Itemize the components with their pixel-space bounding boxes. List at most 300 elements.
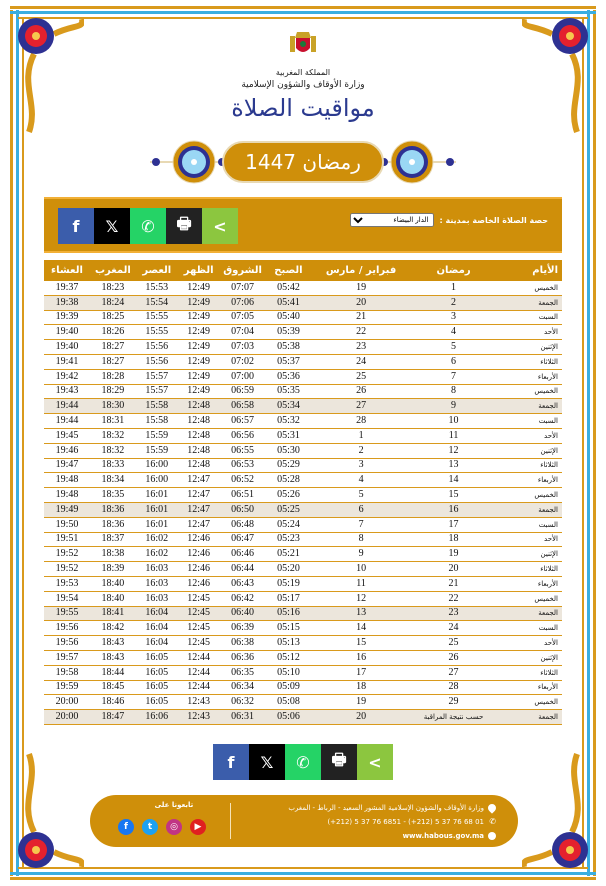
table-row	[44, 369, 562, 384]
cell-isha: 19:55	[44, 606, 90, 621]
cell-day: الخميس	[496, 384, 562, 399]
cell-shuruq: 06:44	[220, 562, 266, 577]
cell-asr: 16:00	[136, 473, 178, 488]
cell-fajr: 05:38	[266, 340, 312, 355]
cell-gregorian-day: 21	[311, 310, 410, 325]
table-row	[44, 295, 562, 310]
cell-ramadan-day: 2	[411, 295, 497, 310]
cell-shuruq: 06:38	[220, 636, 266, 651]
x-share-button[interactable]	[249, 744, 285, 780]
cell-isha: 19:38	[44, 295, 90, 310]
website-link[interactable]: www.habous.gov.ma	[402, 832, 484, 840]
cell-dhuhr: 12:47	[178, 502, 220, 517]
cell-maghrib: 18:28	[90, 369, 136, 384]
cell-day: الجمعة	[496, 710, 562, 725]
cell-shuruq: 06:52	[220, 473, 266, 488]
cell-isha: 19:41	[44, 354, 90, 369]
cell-ramadan-day: حسب نتيجة المراقبة	[411, 710, 497, 725]
cell-day: الجمعة	[496, 295, 562, 310]
rosette-icon	[172, 140, 216, 184]
cell-isha: 19:57	[44, 650, 90, 665]
table-row	[44, 636, 562, 651]
cell-asr: 15:56	[136, 340, 178, 355]
city-select[interactable]	[350, 213, 434, 227]
cell-ramadan-day: 15	[411, 488, 497, 503]
cell-gregorian-day: 18	[311, 680, 410, 695]
cell-ramadan-day: 29	[411, 695, 497, 710]
table-row	[44, 325, 562, 340]
table-row	[44, 650, 562, 665]
cell-maghrib: 18:35	[90, 488, 136, 503]
table-row	[44, 710, 562, 725]
header-maghrib: المغرب	[90, 260, 136, 281]
cell-asr: 16:01	[136, 488, 178, 503]
share-button[interactable]	[357, 744, 393, 780]
phone-icon: ✆	[489, 817, 496, 826]
cell-asr: 16:03	[136, 576, 178, 591]
cell-day: الأحد	[496, 428, 562, 443]
cell-ramadan-day: 10	[411, 414, 497, 429]
kingdom-label: المملكة المغربية	[275, 68, 331, 77]
cell-isha: 19:42	[44, 369, 90, 384]
table-row	[44, 458, 562, 473]
cell-asr: 16:02	[136, 547, 178, 562]
table-row	[44, 547, 562, 562]
cell-gregorian-day: 17	[311, 665, 410, 680]
cell-isha: 19:46	[44, 443, 90, 458]
cell-fajr: 05:39	[266, 325, 312, 340]
cell-asr: 15:56	[136, 354, 178, 369]
cell-ramadan-day: 12	[411, 443, 497, 458]
cell-dhuhr: 12:43	[178, 710, 220, 725]
cell-day: الخميس	[496, 281, 562, 295]
cell-asr: 15:58	[136, 399, 178, 414]
cell-shuruq: 06:32	[220, 695, 266, 710]
cell-fajr: 05:15	[266, 621, 312, 636]
cell-gregorian-day: 6	[311, 502, 410, 517]
instagram-link[interactable]	[166, 819, 182, 835]
cell-gregorian-day: 3	[311, 458, 410, 473]
cell-dhuhr: 12:44	[178, 650, 220, 665]
share-buttons-top	[58, 208, 238, 244]
cell-shuruq: 06:47	[220, 532, 266, 547]
cell-ramadan-day: 21	[411, 576, 497, 591]
page-title: مواقيت الصلاة	[231, 94, 375, 122]
table-row	[44, 281, 562, 295]
cell-asr: 16:05	[136, 650, 178, 665]
cell-gregorian-day: 24	[311, 354, 410, 369]
cell-ramadan-day: 22	[411, 591, 497, 606]
cell-ramadan-day: 14	[411, 473, 497, 488]
cell-dhuhr: 12:48	[178, 399, 220, 414]
cell-isha: 20:00	[44, 710, 90, 725]
cell-fajr: 05:26	[266, 488, 312, 503]
cell-shuruq: 07:07	[220, 281, 266, 295]
cell-ramadan-day: 3	[411, 310, 497, 325]
ministry-name: وزارة الأوقاف والشؤون الإسلامية	[241, 80, 365, 90]
share-icon: <	[213, 216, 227, 236]
youtube-link[interactable]	[190, 819, 206, 835]
table-row	[44, 473, 562, 488]
facebook-share-button[interactable]	[58, 208, 94, 244]
cell-isha: 19:37	[44, 281, 90, 295]
table-row	[44, 354, 562, 369]
cell-dhuhr: 12:47	[178, 517, 220, 532]
prayer-times-table	[44, 260, 562, 725]
cell-asr: 16:00	[136, 458, 178, 473]
cell-gregorian-day: 10	[311, 562, 410, 577]
cell-asr: 16:01	[136, 517, 178, 532]
follow-us-label: تابعونا على	[154, 801, 194, 809]
header-day: الأيام	[496, 260, 562, 281]
cell-gregorian-day: 15	[311, 636, 410, 651]
facebook-share-button[interactable]	[213, 744, 249, 780]
cell-dhuhr: 12:45	[178, 621, 220, 636]
cell-dhuhr: 12:46	[178, 532, 220, 547]
cell-maghrib: 18:40	[90, 591, 136, 606]
cell-day: الأربعاء	[496, 369, 562, 384]
cell-ramadan-day: 16	[411, 502, 497, 517]
cell-gregorian-day: 23	[311, 340, 410, 355]
header-dhuhr: الظهر	[178, 260, 220, 281]
cell-ramadan-day: 5	[411, 340, 497, 355]
cell-maghrib: 18:36	[90, 502, 136, 517]
cell-isha: 19:43	[44, 384, 90, 399]
cell-asr: 16:05	[136, 665, 178, 680]
cell-fajr: 05:17	[266, 591, 312, 606]
cell-dhuhr: 12:49	[178, 354, 220, 369]
x-icon: 𝕏	[260, 752, 274, 772]
cell-maghrib: 18:30	[90, 399, 136, 414]
cell-day: الأربعاء	[496, 473, 562, 488]
facebook-icon: f	[72, 216, 80, 236]
cell-shuruq: 06:57	[220, 414, 266, 429]
cell-ramadan-day: 1	[411, 281, 497, 295]
cell-fajr: 05:41	[266, 295, 312, 310]
cell-dhuhr: 12:49	[178, 281, 220, 295]
cell-maghrib: 18:36	[90, 517, 136, 532]
cell-gregorian-day: 11	[311, 576, 410, 591]
cell-maghrib: 18:33	[90, 458, 136, 473]
cell-isha: 19:56	[44, 636, 90, 651]
address-text: وزارة الأوقاف والشؤون الإسلامية المشور السعيد - الرباط - المغرب	[288, 804, 484, 812]
cell-day: الجمعة	[496, 399, 562, 414]
cell-ramadan-day: 20	[411, 562, 497, 577]
facebook-icon: f	[124, 822, 128, 832]
cell-fajr: 05:40	[266, 310, 312, 325]
cell-ramadan-day: 24	[411, 621, 497, 636]
cell-day: الجمعة	[496, 502, 562, 517]
cell-maghrib: 18:43	[90, 650, 136, 665]
cell-gregorian-day: 27	[311, 399, 410, 414]
cell-isha: 19:39	[44, 310, 90, 325]
cell-ramadan-day: 25	[411, 636, 497, 651]
city-selector	[350, 213, 548, 227]
cell-ramadan-day: 13	[411, 458, 497, 473]
cell-day: السبت	[496, 517, 562, 532]
cell-fajr: 05:25	[266, 502, 312, 517]
cell-asr: 16:05	[136, 695, 178, 710]
cell-asr: 15:59	[136, 428, 178, 443]
cell-isha: 19:56	[44, 621, 90, 636]
cell-isha: 19:51	[44, 532, 90, 547]
cell-shuruq: 07:00	[220, 369, 266, 384]
cell-maghrib: 18:47	[90, 710, 136, 725]
whatsapp-share-button[interactable]	[130, 208, 166, 244]
cell-day: الإثنين	[496, 650, 562, 665]
cell-fajr: 05:35	[266, 384, 312, 399]
cell-dhuhr: 12:49	[178, 310, 220, 325]
location-pin-icon	[486, 802, 497, 813]
table-row	[44, 399, 562, 414]
table-row	[44, 591, 562, 606]
table-row	[44, 562, 562, 577]
table-header-row	[44, 260, 562, 281]
cell-gregorian-day: 19	[311, 695, 410, 710]
cell-shuruq: 07:04	[220, 325, 266, 340]
cell-ramadan-day: 7	[411, 369, 497, 384]
cell-isha: 19:58	[44, 665, 90, 680]
cell-isha: 19:54	[44, 591, 90, 606]
cell-isha: 19:44	[44, 399, 90, 414]
cell-asr: 16:03	[136, 591, 178, 606]
cell-shuruq: 06:34	[220, 680, 266, 695]
cell-isha: 19:49	[44, 502, 90, 517]
cell-fajr: 05:32	[266, 414, 312, 429]
cell-shuruq: 06:51	[220, 488, 266, 503]
share-button[interactable]	[202, 208, 238, 244]
cell-shuruq: 06:40	[220, 606, 266, 621]
cell-isha: 19:52	[44, 562, 90, 577]
cell-dhuhr: 12:46	[178, 562, 220, 577]
table-row	[44, 340, 562, 355]
cell-day: السبت	[496, 621, 562, 636]
ramadan-banner	[150, 140, 456, 184]
cell-maghrib: 18:26	[90, 325, 136, 340]
cell-ramadan-day: 18	[411, 532, 497, 547]
table-row	[44, 310, 562, 325]
cell-asr: 16:01	[136, 502, 178, 517]
cell-day: الثلاثاء	[496, 354, 562, 369]
cell-gregorian-day: 2	[311, 443, 410, 458]
cell-gregorian-day: 16	[311, 650, 410, 665]
header-isha: العشاء	[44, 260, 90, 281]
cell-asr: 16:02	[136, 532, 178, 547]
cell-day: الأربعاء	[496, 680, 562, 695]
cell-day: السبت	[496, 310, 562, 325]
cell-asr: 16:04	[136, 606, 178, 621]
cell-isha: 19:47	[44, 458, 90, 473]
cell-asr: 15:57	[136, 384, 178, 399]
cell-dhuhr: 12:46	[178, 576, 220, 591]
cell-dhuhr: 12:49	[178, 325, 220, 340]
cell-fajr: 05:23	[266, 532, 312, 547]
cell-shuruq: 06:35	[220, 665, 266, 680]
table-row	[44, 621, 562, 636]
ministry-header	[0, 28, 606, 91]
cell-isha: 19:59	[44, 680, 90, 695]
cell-day: الخميس	[496, 695, 562, 710]
footer	[90, 795, 518, 847]
cell-asr: 15:55	[136, 310, 178, 325]
cell-fajr: 05:12	[266, 650, 312, 665]
facebook-link[interactable]	[118, 819, 134, 835]
cell-dhuhr: 12:45	[178, 591, 220, 606]
cell-fajr: 05:36	[266, 369, 312, 384]
social-links	[118, 819, 206, 835]
table-row	[44, 665, 562, 680]
cell-shuruq: 06:56	[220, 428, 266, 443]
cell-fajr: 05:19	[266, 576, 312, 591]
cell-asr: 15:58	[136, 414, 178, 429]
cell-maghrib: 18:27	[90, 340, 136, 355]
header-ramadan: رمضان	[411, 260, 497, 281]
header-shuruq: الشروق	[220, 260, 266, 281]
cell-isha: 19:40	[44, 340, 90, 355]
cell-maghrib: 18:45	[90, 680, 136, 695]
cell-isha: 19:48	[44, 473, 90, 488]
corner-ornament-icon	[14, 752, 84, 872]
cell-dhuhr: 12:46	[178, 547, 220, 562]
cell-dhuhr: 12:48	[178, 458, 220, 473]
cell-shuruq: 07:05	[220, 310, 266, 325]
cell-asr: 15:53	[136, 281, 178, 295]
cell-shuruq: 07:06	[220, 295, 266, 310]
cell-gregorian-day: 14	[311, 621, 410, 636]
printer-icon: 🖶	[176, 213, 192, 233]
cell-isha: 19:53	[44, 576, 90, 591]
cell-asr: 16:04	[136, 636, 178, 651]
cell-shuruq: 06:55	[220, 443, 266, 458]
cell-day: الجمعة	[496, 606, 562, 621]
cell-ramadan-day: 4	[411, 325, 497, 340]
table-row	[44, 695, 562, 710]
cell-fajr: 05:28	[266, 473, 312, 488]
cell-ramadan-day: 19	[411, 547, 497, 562]
share-icon: <	[368, 752, 382, 772]
cell-shuruq: 06:31	[220, 710, 266, 725]
x-share-button[interactable]	[94, 208, 130, 244]
cell-fajr: 05:34	[266, 399, 312, 414]
x-icon: 𝕏	[105, 216, 119, 236]
whatsapp-share-button[interactable]	[285, 744, 321, 780]
table-row	[44, 576, 562, 591]
corner-ornament-icon	[522, 752, 592, 872]
table-row	[44, 414, 562, 429]
youtube-icon: ▶	[194, 822, 202, 832]
cell-day: الثلاثاء	[496, 665, 562, 680]
cell-asr: 16:03	[136, 562, 178, 577]
cell-shuruq: 07:02	[220, 354, 266, 369]
cell-day: الأحد	[496, 636, 562, 651]
cell-fajr: 05:29	[266, 458, 312, 473]
cell-maghrib: 18:46	[90, 695, 136, 710]
cell-day: الخميس	[496, 591, 562, 606]
toolbar	[44, 197, 562, 253]
cell-shuruq: 06:43	[220, 576, 266, 591]
cell-fajr: 05:06	[266, 710, 312, 725]
cell-fajr: 05:16	[266, 606, 312, 621]
cell-dhuhr: 12:49	[178, 384, 220, 399]
cell-gregorian-day: 1	[311, 428, 410, 443]
cell-asr: 15:59	[136, 443, 178, 458]
cell-maghrib: 18:41	[90, 606, 136, 621]
cell-shuruq: 07:03	[220, 340, 266, 355]
table-row	[44, 680, 562, 695]
cell-dhuhr: 12:45	[178, 636, 220, 651]
cell-fajr: 05:13	[266, 636, 312, 651]
print-button[interactable]	[321, 744, 357, 780]
cell-fajr: 05:42	[266, 281, 312, 295]
cell-dhuhr: 12:48	[178, 414, 220, 429]
printer-icon: 🖶	[331, 749, 347, 769]
coat-of-arms-icon	[289, 28, 317, 58]
city-label: حصة الصلاة الخاصة بمدينة :	[439, 215, 548, 225]
cell-fajr: 05:31	[266, 428, 312, 443]
cell-maghrib: 18:39	[90, 562, 136, 577]
table-row	[44, 502, 562, 517]
cell-ramadan-day: 27	[411, 665, 497, 680]
cell-dhuhr: 12:49	[178, 340, 220, 355]
cell-fajr: 05:08	[266, 695, 312, 710]
cell-gregorian-day: 5	[311, 488, 410, 503]
cell-fajr: 05:09	[266, 680, 312, 695]
cell-gregorian-day: 8	[311, 532, 410, 547]
cell-asr: 16:06	[136, 710, 178, 725]
cell-gregorian-day: 26	[311, 384, 410, 399]
cell-shuruq: 06:46	[220, 547, 266, 562]
table-row	[44, 488, 562, 503]
cell-gregorian-day: 9	[311, 547, 410, 562]
twitter-icon: t	[147, 822, 153, 832]
table-row	[44, 517, 562, 532]
cell-ramadan-day: 23	[411, 606, 497, 621]
cell-fajr: 05:24	[266, 517, 312, 532]
cell-ramadan-day: 26	[411, 650, 497, 665]
cell-fajr: 05:20	[266, 562, 312, 577]
cell-fajr: 05:37	[266, 354, 312, 369]
rosette-icon	[390, 140, 434, 184]
table-row	[44, 443, 562, 458]
cell-gregorian-day: 20	[311, 295, 410, 310]
facebook-icon: f	[227, 752, 235, 772]
cell-day: السبت	[496, 414, 562, 429]
instagram-icon: ◎	[170, 822, 178, 832]
cell-isha: 19:40	[44, 325, 90, 340]
cell-maghrib: 18:24	[90, 295, 136, 310]
cell-dhuhr: 12:48	[178, 443, 220, 458]
cell-ramadan-day: 17	[411, 517, 497, 532]
whatsapp-icon: ✆	[296, 752, 310, 772]
cell-shuruq: 06:42	[220, 591, 266, 606]
cell-day: الإثنين	[496, 340, 562, 355]
cell-day: الخميس	[496, 488, 562, 503]
cell-maghrib: 18:29	[90, 384, 136, 399]
cell-isha: 19:52	[44, 547, 90, 562]
cell-maghrib: 18:38	[90, 547, 136, 562]
cell-gregorian-day: 22	[311, 325, 410, 340]
cell-ramadan-day: 6	[411, 354, 497, 369]
cell-gregorian-day: 28	[311, 414, 410, 429]
header-fajr: الصبح	[266, 260, 312, 281]
cell-gregorian-day: 4	[311, 473, 410, 488]
cell-maghrib: 18:42	[90, 621, 136, 636]
whatsapp-icon: ✆	[141, 216, 155, 236]
contact-info	[288, 801, 496, 843]
twitter-link[interactable]	[142, 819, 158, 835]
print-button[interactable]	[166, 208, 202, 244]
cell-isha: 19:45	[44, 428, 90, 443]
